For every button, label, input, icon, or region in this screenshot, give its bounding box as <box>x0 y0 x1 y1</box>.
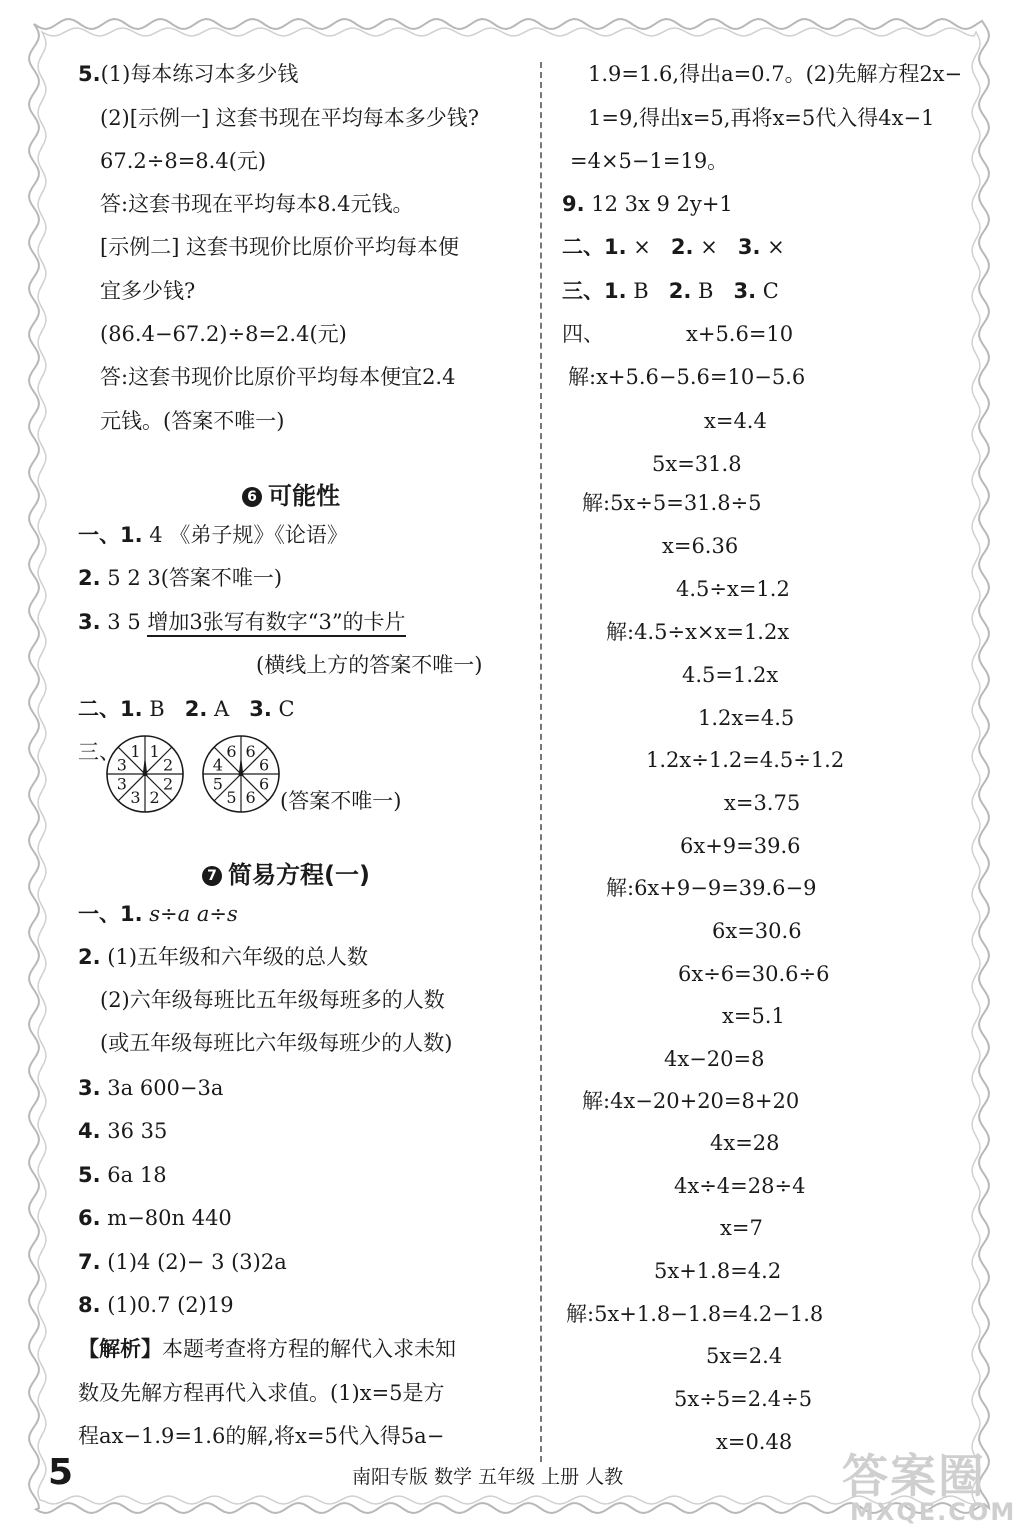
s7-explanation-1: 【解析】本题考查将方程的解代入求未知 <box>78 1337 456 1361</box>
q5-line1: 5.(1)每本练习本多少钱 <box>78 62 299 86</box>
s6-c-note: (答案不唯一) <box>280 789 402 813</box>
s6-c-label: 三、 <box>78 740 120 764</box>
section-badge: 6 <box>242 487 262 507</box>
s7-q2: 2. (1)五年级和六年级的总人数 <box>78 945 369 969</box>
eq-line: 5x÷5=2.4÷5 <box>674 1387 813 1411</box>
eq-line: 1.2x÷1.2=4.5÷1.2 <box>646 748 845 772</box>
s7-q4: 4. 36 35 <box>78 1119 168 1143</box>
r-si-label: 四、 <box>562 322 604 346</box>
s6-a1: 一、1. 4 《弟子规》《论语》 <box>78 523 348 547</box>
eq-line: 6x=30.6 <box>712 919 802 943</box>
wheel-number: 6 <box>245 788 256 808</box>
eq-line: x=3.75 <box>724 791 801 815</box>
s7-q3: 3. 3a 600−3a <box>78 1076 224 1100</box>
wheel-number: 4 <box>212 755 223 775</box>
spinner-wheel-1 <box>104 733 186 815</box>
eq-line: 4x=28 <box>710 1131 780 1155</box>
wheel-number: 1 <box>130 741 141 761</box>
eq-line: 解:5x+1.8−1.8=4.2−1.8 <box>566 1302 824 1326</box>
wheel-pointer <box>143 756 148 776</box>
eq-line: x=0.48 <box>716 1430 793 1454</box>
s7-explanation-3: 程ax−1.9=1.6的解,将x=5代入得5a− <box>78 1424 445 1448</box>
wheel-number: 6 <box>259 755 270 775</box>
eq-line: x=7 <box>720 1216 763 1240</box>
r-cont-2: 1=9,得出x=5,再将x=5代入得4x−1 <box>588 106 935 130</box>
wheel-number: 6 <box>245 741 256 761</box>
wheel-number: 5 <box>226 788 237 808</box>
s7-q7: 7. (1)4 (2)− 3 (3)2a <box>78 1250 287 1274</box>
s7-explanation-2: 数及先解方程再代入求值。(1)x=5是方 <box>78 1381 445 1405</box>
wheel-number: 6 <box>226 741 237 761</box>
wheel-number: 3 <box>116 774 127 794</box>
eq-line: 4.5÷x=1.2 <box>676 577 790 601</box>
watermark-logo: 答案圈 MXQE.COM <box>842 1449 1017 1526</box>
eq-line: 解:6x+9−9=39.6−9 <box>606 876 817 900</box>
eq-line: x+5.6=10 <box>686 322 794 346</box>
spinner-wheel-2 <box>200 733 282 815</box>
r-cont-3: =4×5−1=19。 <box>570 149 729 173</box>
page-number: 5 <box>48 1452 74 1493</box>
eq-line: 1.2x=4.5 <box>698 706 795 730</box>
eq-line: 4x÷4=28÷4 <box>674 1174 806 1198</box>
section-badge: 7 <box>202 866 222 886</box>
q5-line3: 67.2÷8=8.4(元) <box>100 149 267 173</box>
eq-line: 解:x+5.6−5.6=10−5.6 <box>568 365 806 389</box>
s6-b: 二、1. B 2. A 3. C <box>78 697 295 721</box>
q5-line2: (2)[示例一] 这套书现在平均每本多少钱? <box>100 106 480 130</box>
q5-line5: [示例二] 这套书现价比原价平均每本便 <box>100 235 460 259</box>
eq-line: 解:4.5÷x×x=1.2x <box>606 620 790 644</box>
wheel-number: 3 <box>130 788 141 808</box>
eq-line: 解:5x÷5=31.8÷5 <box>582 491 762 515</box>
s7-q1: 一、1. s÷a a÷s <box>78 902 238 926</box>
q5-line4: 答:这套书现在平均每本8.4元钱。 <box>100 192 414 216</box>
wheel-number: 5 <box>212 774 223 794</box>
q5-line7: (86.4−67.2)÷8=2.4(元) <box>100 322 347 346</box>
wheel-number: 2 <box>163 774 174 794</box>
eq-line: 6x÷6=30.6÷6 <box>678 962 830 986</box>
section-7-title: 7 简易方程(一) <box>202 855 370 890</box>
r-san: 三、1. B 2. B 3. C <box>562 279 779 303</box>
eq-line: 4.5=1.2x <box>682 663 779 687</box>
q5-line9: 元钱。(答案不唯一) <box>100 409 285 433</box>
eq-line: x=4.4 <box>704 409 767 433</box>
wheel-number: 6 <box>259 774 270 794</box>
footer-text: 南阳专版 数学 五年级 上册 人教 <box>352 1466 624 1488</box>
eq-line: 5x=2.4 <box>706 1344 783 1368</box>
q5-line6: 宜多少钱? <box>100 279 196 303</box>
r-q9: 9. 12 3x 9 2y+1 <box>562 192 733 216</box>
s7-q2b: (2)六年级每班比五年级每班多的人数 <box>100 988 445 1012</box>
wheel-number: 3 <box>116 755 127 775</box>
wheel-number: 2 <box>163 755 174 775</box>
wheel-pointer <box>239 756 244 776</box>
eq-line: x=6.36 <box>662 534 739 558</box>
column-divider <box>540 62 542 1462</box>
wheel-number: 2 <box>149 788 160 808</box>
eq-line: 4x−20=8 <box>664 1047 765 1071</box>
s7-q5: 5. 6a 18 <box>78 1163 167 1187</box>
s7-q6: 6. m−80n 440 <box>78 1206 232 1230</box>
eq-line: 5x=31.8 <box>652 452 742 476</box>
eq-line: 6x+9=39.6 <box>680 834 801 858</box>
s6-a3: 3. 3 5 增加3张写有数字“3”的卡片 <box>78 608 406 636</box>
eq-line: 5x+1.8=4.2 <box>654 1259 782 1283</box>
r-er: 二、1. × 2. × 3. × <box>562 235 785 259</box>
underlined-answer: 增加3张写有数字“3”的卡片 <box>147 610 405 637</box>
section-6-title: 6 可能性 <box>242 476 340 511</box>
q5-line8: 答:这套书现价比原价平均每本便宜2.4 <box>100 365 456 389</box>
s7-q8: 8. (1)0.7 (2)19 <box>78 1293 234 1317</box>
eq-line: 解:4x−20+20=8+20 <box>582 1089 800 1113</box>
wheel-number: 1 <box>149 741 160 761</box>
s6-a2: 2. 5 2 3(答案不唯一) <box>78 566 283 590</box>
eq-line: x=5.1 <box>722 1004 785 1028</box>
s7-q2c: (或五年级每班比六年级每班少的人数) <box>100 1031 453 1055</box>
s6-a3-note: (横线上方的答案不唯一) <box>256 653 483 677</box>
r-cont-1: 1.9=1.6,得出a=0.7。(2)先解方程2x− <box>588 62 963 86</box>
